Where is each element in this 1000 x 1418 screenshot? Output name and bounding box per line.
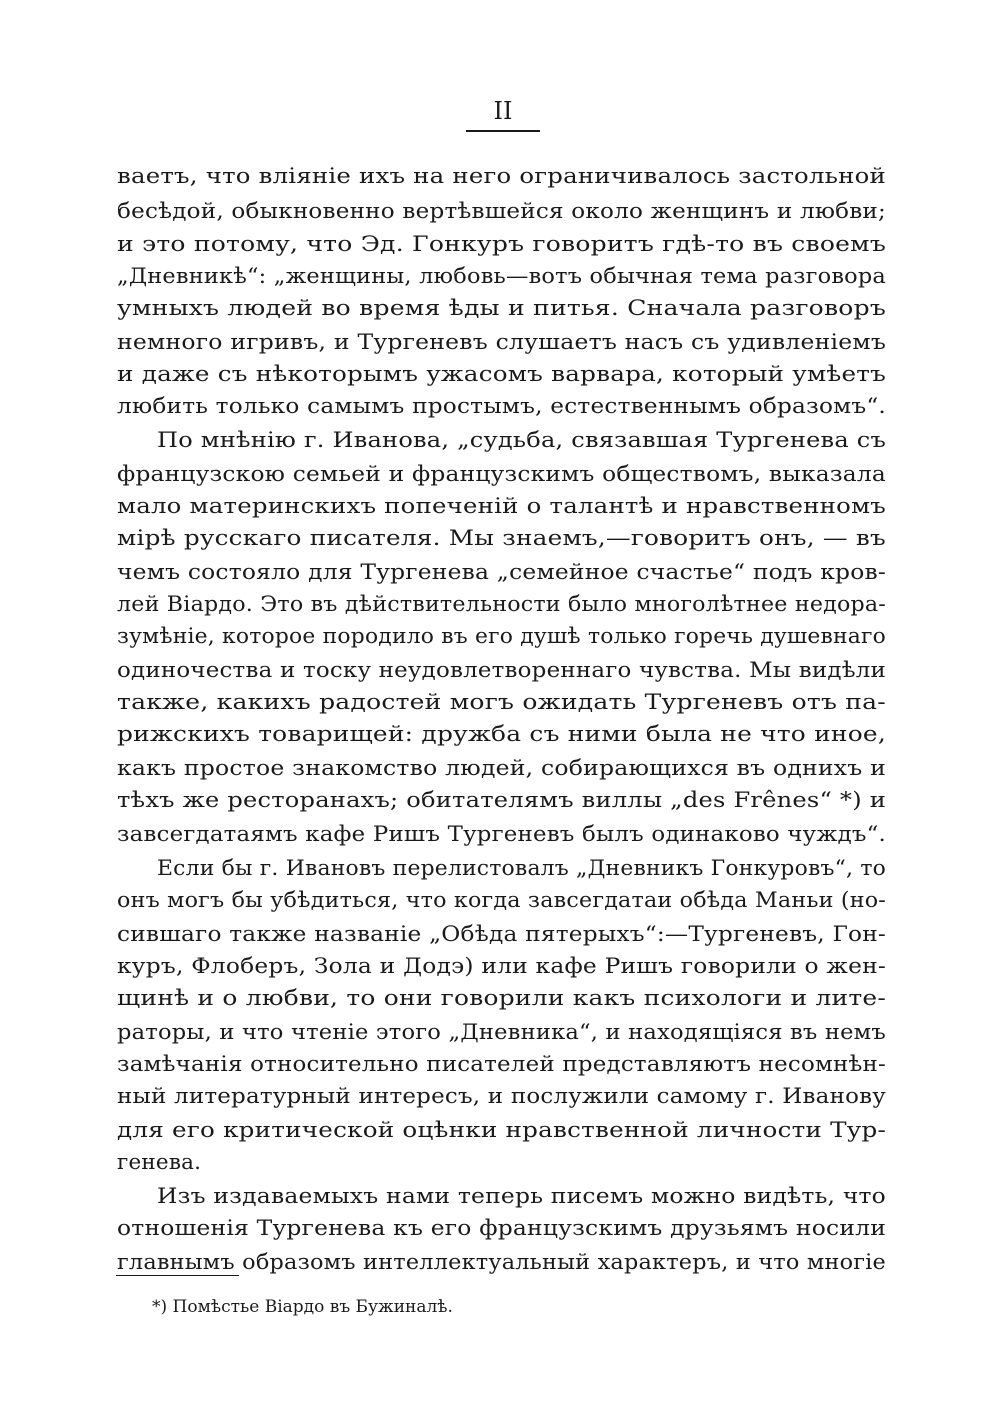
text-line-content: отношенія Тургенева къ его французскимъ друзьямъ носили (117, 1216, 886, 1241)
text-line (0, 1212, 1000, 1246)
text-line-content: ваетъ, что вліяніе ихъ на него ограничивалось застольной (117, 164, 886, 189)
text-line-content: лей Віардо. Это въ дѣйствительности было многолѣтнее недора- (117, 592, 886, 617)
text-line (0, 588, 1000, 622)
text-line (0, 686, 1000, 720)
text-line-content: завсегдатаямъ кафе Ришъ Тургеневъ былъ одинаково чуждъ“. (117, 822, 886, 847)
text-line (0, 1080, 1000, 1114)
text-line-content: Изъ издаваемыхъ нами теперь писемъ можно видѣть, что (157, 1184, 886, 1209)
text-line (0, 390, 1000, 424)
text-line (0, 160, 1000, 194)
text-line (0, 752, 1000, 786)
text-line (0, 784, 1000, 818)
text-line (0, 292, 1000, 326)
text-line-content: замѣчанія относительно писателей представляютъ несомнѣн- (117, 1052, 886, 1077)
text-line (0, 358, 1000, 392)
text-line-content: рижскихъ товарищей: дружба съ ними была не что иное, (117, 722, 887, 747)
text-line (0, 950, 1000, 984)
text-line-content: любить только самымъ простымъ, естественнымъ образомъ“. (117, 394, 886, 419)
text-line-content: мало материнскихъ попеченій о талантѣ и нравственномъ (117, 494, 886, 519)
text-line-content: ный литературный интересъ, и послужили самому г. Иванову (117, 1084, 886, 1109)
text-line (0, 1048, 1000, 1082)
text-line (0, 982, 1000, 1016)
text-line (0, 522, 1000, 556)
text-line-content: куръ, Флоберъ, Зола и Додэ) или кафе Ришъ говорили о жен- (117, 954, 886, 979)
text-line-content: генева. (117, 1150, 202, 1175)
text-line (0, 490, 1000, 524)
text-line-content: тѣхъ же ресторанахъ; обитателямъ виллы „des Frênes“ *) и (117, 788, 886, 813)
text-line-content: одиночества и тоску неудовлетвореннаго чувства. Мы видѣли (117, 658, 886, 683)
text-line (0, 1114, 1000, 1148)
text-line (0, 654, 1000, 688)
text-line (0, 424, 1000, 458)
text-line (0, 1146, 1000, 1180)
text-line-content: сившаго также названіе „Обѣда пятерыхъ“:—Тургеневъ, Гон- (117, 922, 886, 947)
text-line (0, 195, 1000, 229)
text-line-content: также, какихъ радостей могъ ожидать Тургеневъ отъ па- (117, 690, 886, 715)
text-line-content: немного игривъ, и Тургеневъ слушаетъ насъ съ удивленіемъ (117, 330, 886, 355)
text-line-content: „Дневникѣ“: „женщины, любовь—вотъ обычная тема разговора (117, 264, 886, 289)
text-line (0, 1016, 1000, 1050)
text-line (0, 620, 1000, 654)
text-line-content: главнымъ образомъ интеллектуальный характеръ, и что многіе (117, 1250, 886, 1275)
text-line-content: щинѣ и о любви, то они говорили какъ психологи и лите- (117, 986, 886, 1011)
page-number: II (493, 97, 513, 125)
text-line (0, 1180, 1000, 1214)
text-line-content: французскою семьей и французскимъ обществомъ, выказала (117, 462, 886, 487)
text-line-content: умныхъ людей во время ѣды и питья. Сначала разговоръ (117, 296, 886, 321)
text-line-content: для его критической оцѣнки нравственной личности Тур- (117, 1118, 886, 1143)
text-line (0, 852, 1000, 886)
text-line (0, 884, 1000, 918)
text-line-content: мірѣ русскаго писателя. Мы знаемъ,—говоритъ онъ, — въ (117, 526, 887, 551)
footnote: *) Помѣстье Віардо въ Бужиналѣ. (152, 1297, 453, 1317)
text-line (0, 718, 1000, 752)
text-line-content: и это потому, что Эд. Гонкуръ говоритъ гдѣ-то въ своемъ (117, 232, 886, 257)
text-line (0, 556, 1000, 590)
header-rule (466, 130, 540, 132)
text-line-content: зумѣніе, которое породило въ его душѣ только горечь душевнаго (117, 624, 886, 649)
text-line (0, 818, 1000, 852)
text-line-content: и даже съ нѣкоторымъ ужасомъ варвара, который умѣетъ (117, 362, 886, 387)
text-line-content: онъ могъ бы убѣдиться, что когда завсегдатаи обѣда Маньи (но- (117, 888, 886, 913)
text-line-content: какъ простое знакомство людей, собирающихся въ однихъ и (117, 756, 887, 781)
text-line (0, 458, 1000, 492)
text-line (0, 326, 1000, 360)
text-line-content: чемъ состояло для Тургенева „семейное счастье“ подъ кров- (117, 560, 886, 585)
text-line (0, 228, 1000, 262)
text-line (0, 918, 1000, 952)
text-line (0, 260, 1000, 294)
text-line-content: По мнѣнію г. Иванова, „судьба, связавшая Тургенева съ (157, 428, 886, 453)
text-line-content: раторы, и что чтеніе этого „Дневника“, и находящіяся въ немъ (117, 1020, 886, 1045)
footnote-rule (116, 1275, 239, 1276)
text-line-content: бесѣдой, обыкновенно вертѣвшейся около женщинъ и любви; (117, 199, 886, 224)
text-line-content: Если бы г. Ивановъ перелистовалъ „Дневникъ Гонкуровъ“, то (157, 856, 886, 881)
